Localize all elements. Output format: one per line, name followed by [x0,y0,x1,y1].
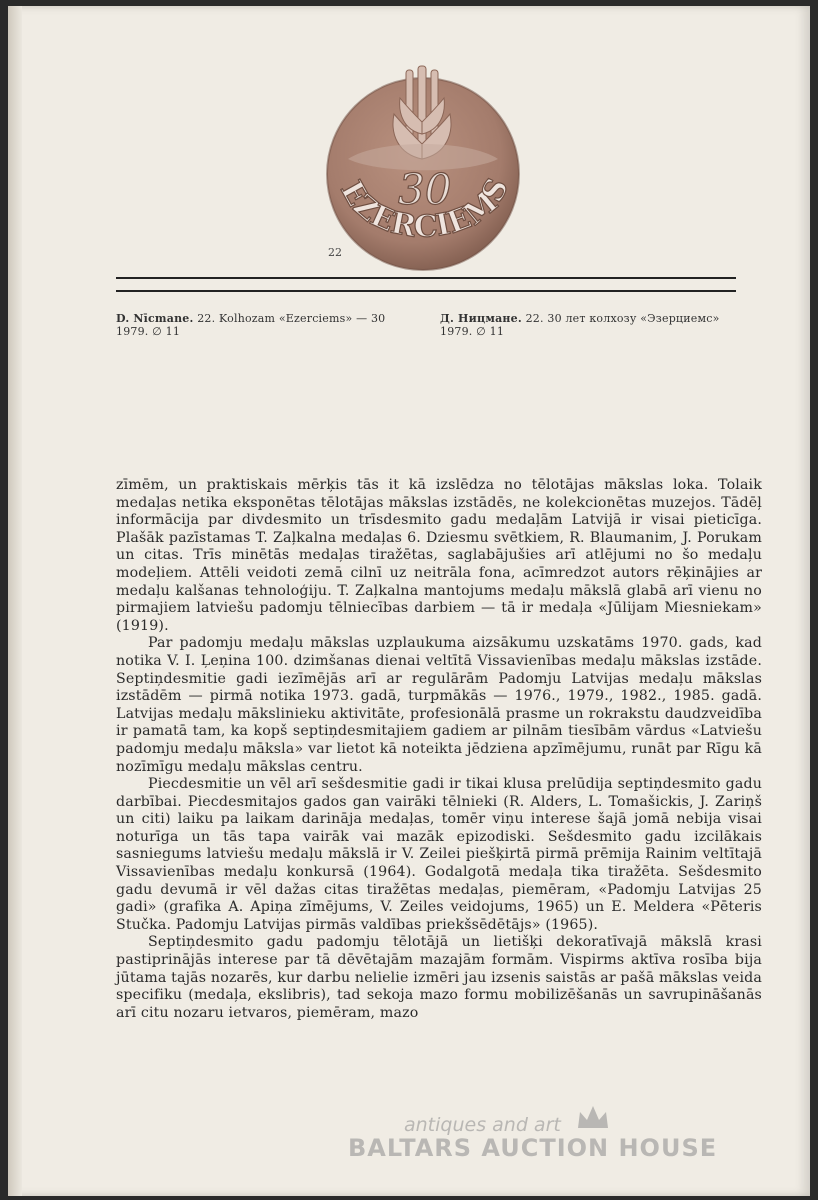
caption-text: 22. 30 лет колхозу «Эзерциемс» [525,312,720,325]
paragraph: Par padomju medaļu mākslas uzplaukuma aizsākumu uzskatāms 1970. gads, kad notika V. I. Ļeņina 100. dzimšanas dienai veltītā Vissavienības medaļu mākslas izstāde. Septiņdesmitie gadi iezīmējās arī ar regulārām Padomju Latvijas medaļu mākslas izstādēm — pirmā notika 1973. gadā, turpmākās — 1976., 1979., 1982., 1985. gadā. Latvijas medaļu mākslinieku aktivitāte, profesionālā prasme un rokrakstu daudzveidība ir pamatā tam, ka kopš septiņdesmitajiem gadiem ar pilnām tiesībām vārdus «Latviešu padomju medaļu māksla» var lietot kā noteikta jēdziena apzīmējumu, runāt par Rīgu kā nozīmīgu medaļu mākslas centru. [116,635,762,775]
paragraph: zīmēm, un praktiskais mērķis tās it kā izslēdza no tēlotājas mākslas loka. Tolaik medaļas netika eksponētas tēlotājas mākslas izstādēs, ne kolekcionētas muzejos. Tādēļ informācija par divdesmito un trīsdesmito gadu medaļām Latvijā ir visai pieticīga. Plašāk pazīstamas T. Zaļkalna medaļas 6. Dziesmu svētkiem, R. Blaumanim, J. Porukam un citas. Trīs minētās medaļas tiražētas, saglabājušies arī atlējumi no šo medaļu modeļiem. Attēli veidoti zemā cilnī uz neitrāla fona, acīmredzot autors rēķinājies ar medaļu kalšanas tehnoloģiju. T. Zaļkalna mantojums medaļu mākslā glabā arī vienu no pirmajiem latviešu padomju tēlniecības darbiem — tā ir medaļa «Jūlijam Miesniekam» (1919). [116,477,762,634]
caption-text: 22. Kolhozam «Ezerciems» — 30 [197,312,386,325]
body-text [116,477,762,1022]
medal-number: 30 [398,165,452,214]
crown-icon [576,1104,610,1130]
paragraph: Piecdesmitie un vēl arī sešdesmitie gadi ir tikai klusa prelūdija septiņdesmito gadu darbībai. Piecdesmitajos gados gan vairāki tēlnieki (R. Alders, L. Tomašickis, J. Zariņš un citi) laiku pa laikam darināja medaļas, tomēr viņu interese šajā jomā nebija visai noturīga un tās tapa vairāk vai mazāk epizodiski. Sešdesmito gadu izcilākais sasniegums latviešu medaļu mākslā ir V. Zeilei piešķirtā pirmā prēmija Rainim veltītajā Vissavienības medaļu konkursā (1964). Godalgotā medaļa tika tiražēta. Sešdesmito gadu devumā ir vēl dažas citas tiražētas medaļas, piemēram, «Padomju Latvijas 25 gadi» (grafika A. Apiņa zīmējums, V. Zeiles veidojums, 1965) un E. Meldera «Pēteris Stučka. Padomju Latvijas pirmās valdības priekšsēdētājs» (1965). [116,776,762,933]
caption-author: Д. Ницмане. [440,312,522,325]
watermark-line2: BALTARS AUCTION HOUSE [348,1134,718,1162]
watermark-line1: antiques and art [404,1114,561,1136]
medal-image [318,64,528,274]
page-binding [8,6,22,1196]
caption-latvian [116,312,426,338]
book-page [8,6,810,1196]
watermark [348,1114,768,1162]
caption-year-size: 1979. ∅ 11 [440,325,505,338]
caption-author: D. Nīcmane. [116,312,194,325]
caption-rule-top [116,277,736,279]
plate-number: 22 [328,246,342,259]
caption-year-size: 1979. ∅ 11 [116,325,181,338]
medal-inscription: EZERCIEMS [333,172,516,245]
caption-rule-bottom [116,290,736,292]
paragraph: Septiņdesmito gadu padomju tēlotājā un lietišķi dekoratīvajā mākslā krasi pastiprinājās interese par tā dēvētajām mazajām formām. Vispirms aktīva rosība bija jūtama tajās nozarēs, kur darbu nelielie izmēri jau izsenis saistās ar pašā mākslas veida specifiku (medaļa, ekslibris), tad sekoja mazo formu mobilizēšanās un savrupināšanās arī citu nozaru ietvaros, piemēram, mazo [116,934,762,1021]
caption-russian [440,312,750,338]
